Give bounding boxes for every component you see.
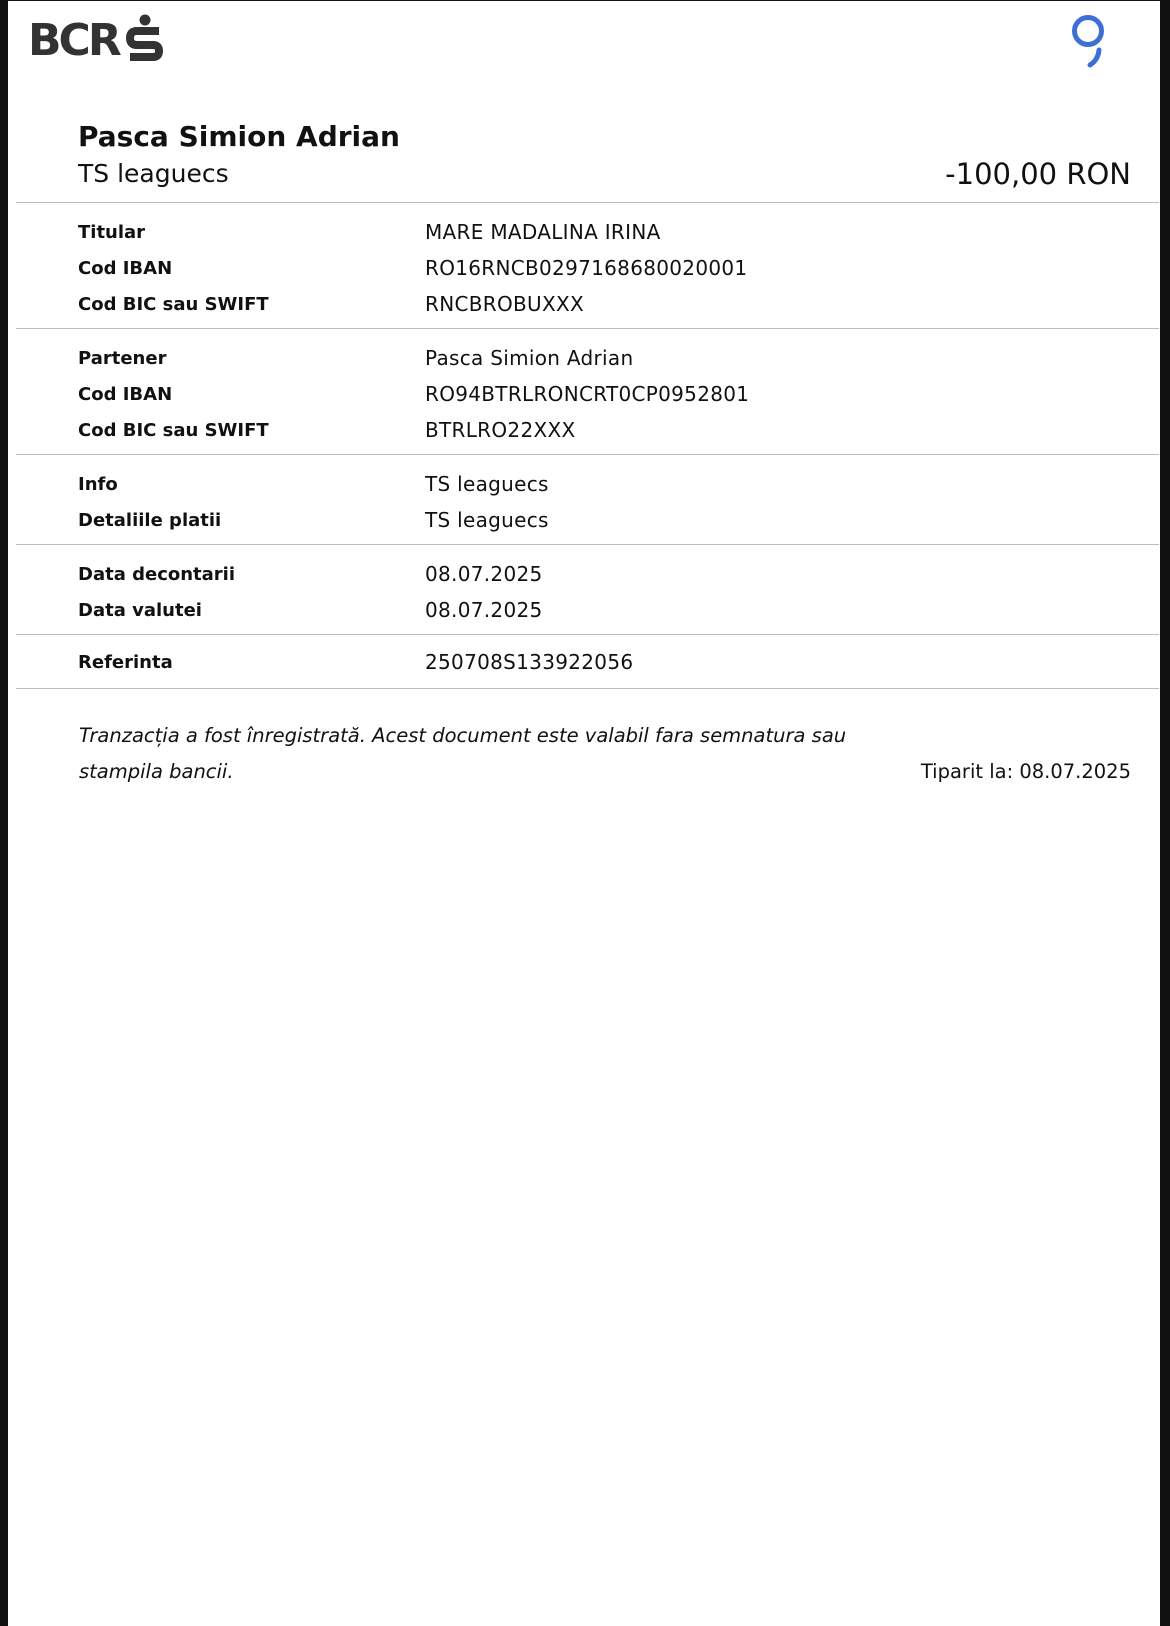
- row-value: RO94BTRLRONCRT0CP0952801: [425, 382, 750, 406]
- row-value: RO16RNCB0297168680020001: [425, 256, 748, 280]
- detail-row: [16, 287, 1159, 323]
- row-label: Cod IBAN: [78, 258, 173, 279]
- bcr-logo: [28, 11, 165, 71]
- detail-row: [16, 593, 1159, 629]
- disclaimer-text: Tranzacția a fost înregistrată. Acest document este valabil fara semnatura sau stampila bancii.: [79, 724, 847, 783]
- row-label: Detaliile platii: [78, 510, 222, 531]
- row-label: Cod BIC sau SWIFT: [78, 420, 269, 441]
- transaction-header: [16, 113, 1159, 203]
- row-value: TS leaguecs: [425, 472, 549, 496]
- payee-name: Pasca Simion Adrian: [78, 120, 400, 153]
- row-label: Partener: [78, 348, 167, 369]
- receipt-page: [8, 1, 1160, 1626]
- detail-row: [16, 645, 1159, 681]
- detail-row: [16, 467, 1159, 503]
- transaction-amount: -100,00 RON: [945, 157, 1131, 191]
- row-label: Cod BIC sau SWIFT: [78, 294, 269, 315]
- george-icon: [1068, 12, 1108, 70]
- row-value: 08.07.2025: [425, 598, 543, 622]
- dates-section: [16, 545, 1159, 635]
- logo-text: BCR: [28, 15, 119, 66]
- row-value: RNCBROBUXXX: [425, 292, 584, 316]
- erste-s-mark-icon: [125, 14, 165, 68]
- info-section: [16, 455, 1159, 545]
- row-value: MARE MADALINA IRINA: [425, 220, 661, 244]
- detail-row: [16, 251, 1159, 287]
- detail-row: [16, 215, 1159, 251]
- row-label: Data decontarii: [78, 564, 236, 585]
- reference-section: [16, 635, 1159, 689]
- row-label: Referinta: [78, 652, 173, 673]
- row-label: Info: [78, 474, 118, 495]
- row-value: 250708S133922056: [425, 650, 634, 674]
- detail-row: [16, 413, 1159, 449]
- detail-row: [16, 503, 1159, 539]
- detail-row: [16, 557, 1159, 593]
- row-label: Data valutei: [78, 600, 202, 621]
- row-label: Titular: [78, 222, 146, 243]
- printed-date: Tiparit la: 08.07.2025: [920, 760, 1131, 783]
- row-value: TS leaguecs: [425, 508, 549, 532]
- receipt-footer: [16, 718, 1159, 798]
- row-label: Cod IBAN: [78, 384, 173, 405]
- holder-section: [16, 203, 1159, 329]
- partner-section: [16, 329, 1159, 455]
- payee-description: TS leaguecs: [78, 159, 229, 188]
- detail-row: [16, 377, 1159, 413]
- row-value: Pasca Simion Adrian: [425, 346, 634, 370]
- row-value: BTRLRO22XXX: [425, 418, 576, 442]
- row-value: 08.07.2025: [425, 562, 543, 586]
- detail-row: [16, 341, 1159, 377]
